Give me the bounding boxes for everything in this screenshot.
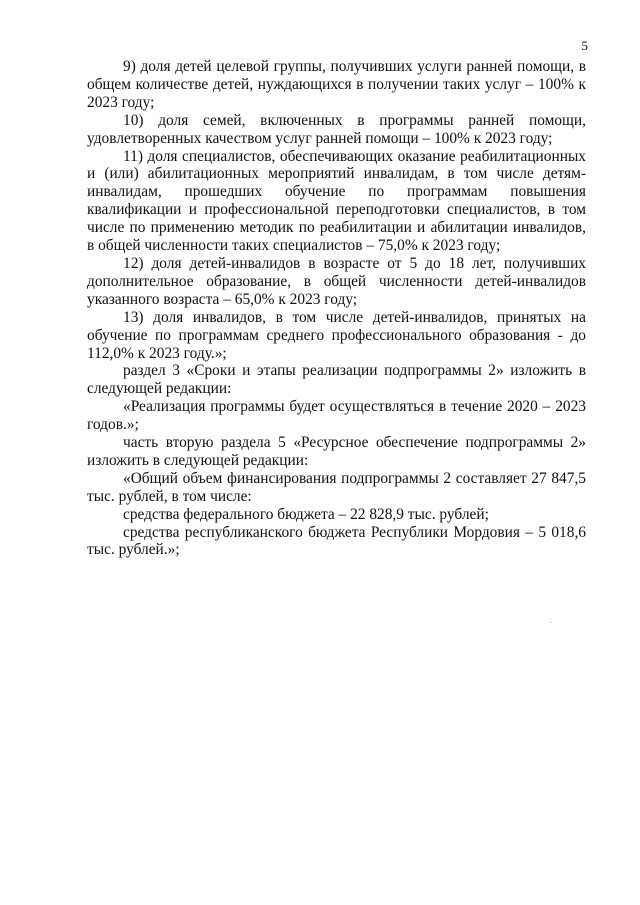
paragraph-section-3-quote: «Реализация программы будет осуществляться в течение 2020 – 2023 годов.»; bbox=[87, 398, 586, 434]
paragraph-section-5-instruction: часть вторую раздела 5 «Ресурсное обеспечение подпрограммы 2» изложить в следующей редакции: bbox=[87, 434, 586, 469]
paragraph-item-12: 12) доля детей-инвалидов в возрасте от 5 до 18 лет, получивших дополнительное образование, в общей численности детей-инвалидов указанного возраста – 65,0% к 2023 году; bbox=[87, 254, 586, 308]
page-number: 5 bbox=[581, 38, 588, 53]
document-body bbox=[87, 58, 586, 559]
paragraph-item-13: 13) доля инвалидов, в том числе детей-инвалидов, принятых на обучение по программам среднего профессионального образования - до 112,0% к 2023 году.»; bbox=[87, 308, 586, 362]
paragraph-item-9: 9) доля детей целевой группы, получивших услуги ранней помощи, в общем количестве детей, нуждающихся в получении таких услуг – 100% к 2023 году; bbox=[87, 58, 586, 111]
paragraph-section-3-instruction: раздел 3 «Сроки и этапы реализации подпрограммы 2» изложить в следующей редакции: bbox=[87, 362, 586, 398]
paragraph-republic-budget: средства республиканского бюджета Республики Мордовия – 5 018,6 тыс. рублей.»; bbox=[87, 523, 586, 559]
paragraph-item-11: 11) доля специалистов, обеспечивающих оказание реабилитационных и (или) абилитационных мероприятий инвалидам, в том числе детям-инвалидам, прошедших обучение по программам повышения квалификации и профессиональной переподготовки специалистов, в том числе по применению методик по реабилитации и абилитации инвалидов, в общей численности таких специалистов – 75,0% к 2023 году; bbox=[87, 147, 586, 255]
scan-dot bbox=[550, 622, 552, 623]
paragraph-funding-total: «Общий объем финансирования подпрограммы 2 составляет 27 847,5 тыс. рублей, в том числе: bbox=[87, 469, 586, 505]
paragraph-federal-budget: средства федерального бюджета – 22 828,9 тыс. рублей; bbox=[123, 505, 489, 523]
paragraph-item-10: 10) доля семей, включенных в программы ранней помощи, удовлетворенных качеством услуг ранней помощи – 100% к 2023 году; bbox=[87, 111, 586, 147]
